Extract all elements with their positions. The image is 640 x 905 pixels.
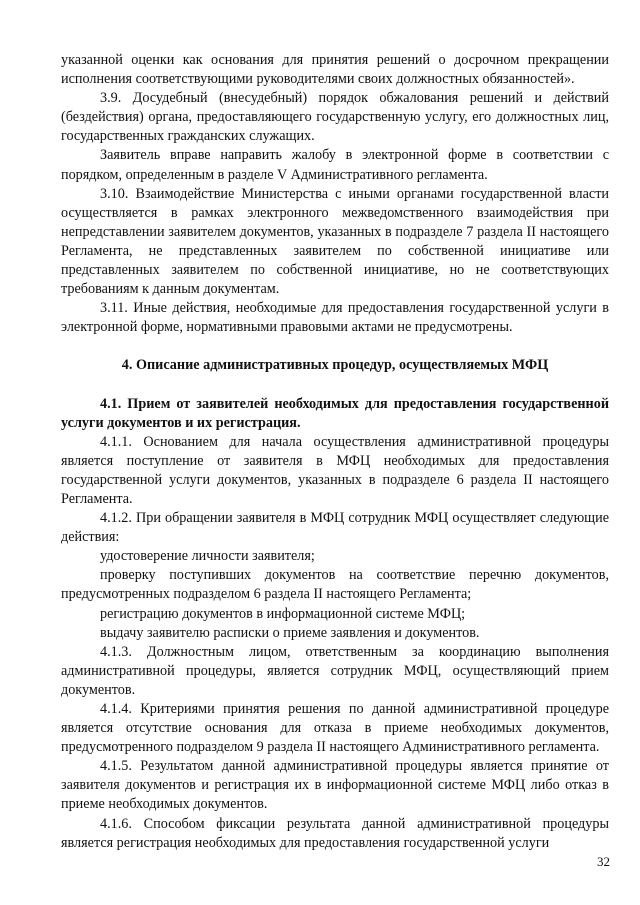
page-body	[61, 51, 609, 853]
paragraph-3-9: 3.9. Досудебный (внесудебный) порядок обжалования решений и действий (бездействия) органа, предоставляющего государственную услугу, его должностных лиц, государственных гражданских служащих.	[61, 90, 609, 145]
list-item-identity: удостоверение личности заявителя;	[100, 548, 315, 565]
section-heading: 4. Описание административных процедур, осуществляемых МФЦ	[121, 357, 549, 374]
paragraph-4-1-6: 4.1.6. Способом фиксации результата данной административной процедуры является регистрация необходимых для предоставления государственной услуги	[61, 815, 609, 851]
paragraph-continuation: указанной оценки как основания для принятия решений о досрочном прекращении исполнения соответствующими руководителями своих должностных обязанностей».	[61, 52, 609, 88]
paragraph-4-1-3: 4.1.3. Должностным лицом, ответственным за координацию выполнения административной процедуры, является сотрудник МФЦ, осуществляющий прием документов.	[61, 643, 609, 698]
paragraph-3-10: 3.10. Взаимодействие Министерства с иными органами государственной власти осуществляется в рамках электронного межведомственного взаимодействия при непредставлении заявителем документов, указанных в подразделе 7 раздела II настоящего Регламента, не представленных заявителем по собственной инициативе или представленных заявителем по собственной инициативе, но не соответствующих требованиям к данным документам.	[61, 185, 609, 298]
paragraph-3-11: 3.11. Иные действия, необходимые для предоставления государственной услуги в электронной форме, нормативными правовыми актами не предусмотрены.	[61, 300, 609, 336]
paragraph-4-1-4: 4.1.4. Критериями принятия решения по данной административной процедуре является отсутствие основания для отказа в приеме необходимых документов, предусмотренного подразделом 9 раздела II настоящего Административного регламента.	[61, 701, 609, 756]
list-item-receipt: выдачу заявителю расписки о приеме заявления и документов.	[100, 624, 480, 641]
subsection-heading: 4.1. Прием от заявителей необходимых для предоставления государственной услуги документов и их регистрация.	[61, 395, 609, 431]
list-item-check-documents: проверку поступивших документов на соответствие перечню документов, предусмотренных подразделом 6 раздела II настоящего Регламента;	[61, 567, 609, 603]
paragraph-4-1-2: 4.1.2. При обращении заявителя в МФЦ сотрудник МФЦ осуществляет следующие действия:	[61, 510, 609, 546]
page-number: 32	[597, 854, 610, 869]
paragraph-4-1-5: 4.1.5. Результатом данной административной процедуры является принятие от заявителя документов и регистрация их в информационной системе МФЦ либо отказ в приеме необходимых документов.	[61, 758, 609, 813]
paragraph-4-1-1: 4.1.1. Основанием для начала осуществления административной процедуры является поступление от заявителя в МФЦ необходимых для предоставления государственной услуги документов, указанных в подразделе 6 раздела II настоящего Регламента.	[61, 433, 609, 507]
list-item-registration: регистрацию документов в информационной системе МФЦ;	[100, 605, 466, 622]
paragraph-complaint: Заявитель вправе направить жалобу в электронной форме в соответствии с порядком, определенным в разделе V Административного регламента.	[61, 147, 609, 183]
